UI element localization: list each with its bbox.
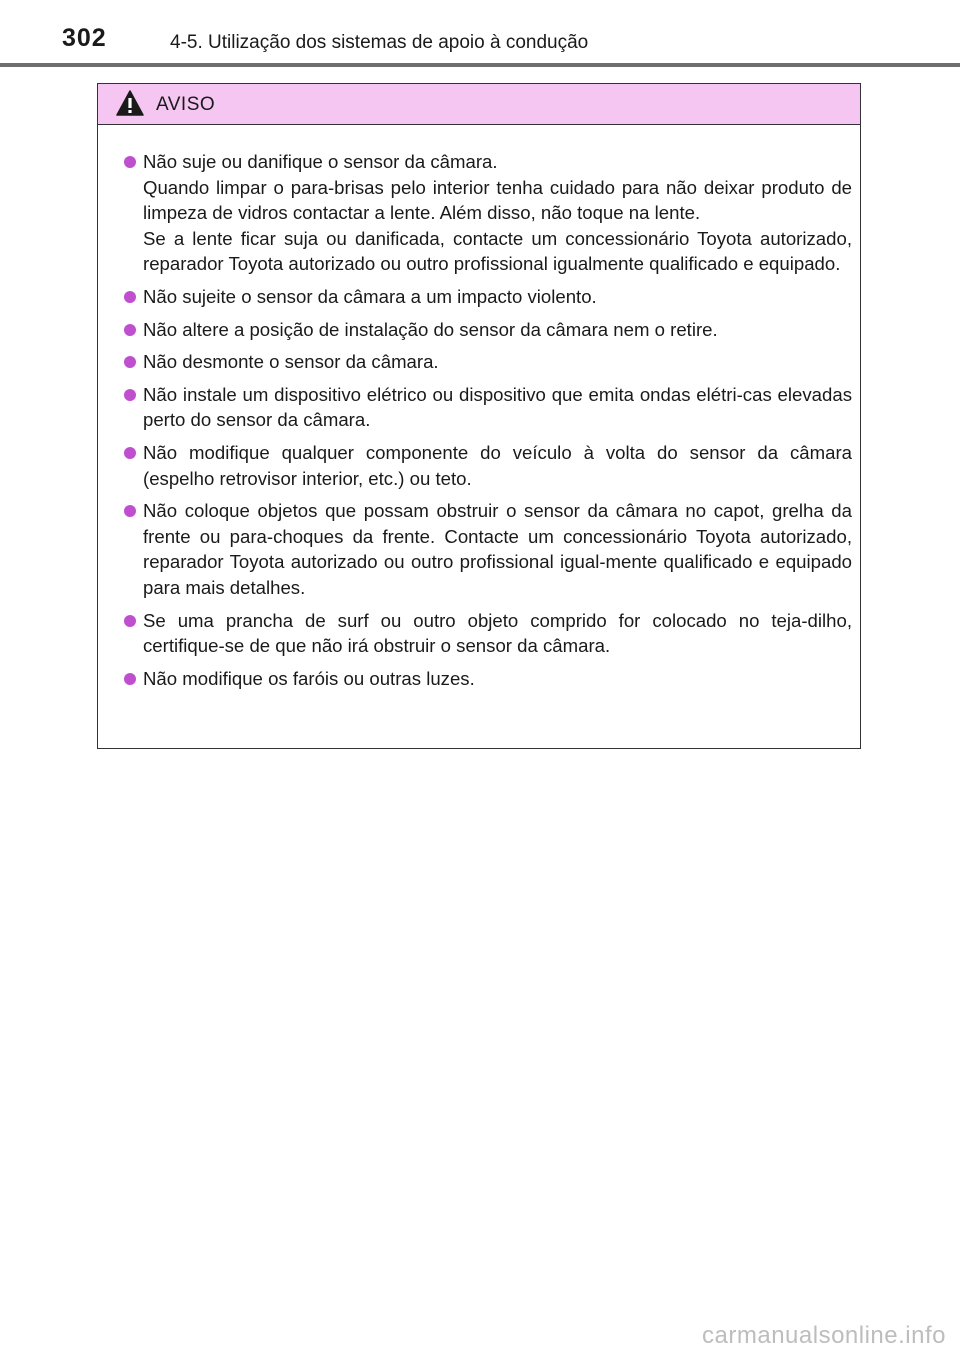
- warning-item-text: Se uma prancha de surf ou outro objeto comprido for colocado no teja-dilho, certifique-se de que não irá obstruir o sensor da câmara.: [143, 609, 852, 657]
- warning-triangle-icon: [116, 90, 144, 116]
- warning-item-text: Não coloque objetos que possam obstruir o sensor da câmara no capot, grelha da frente ou para-choques da frente. Contacte um concessionário Toyota autorizado, reparador Toyota autorizado ou outro profissional igual-mente qualificado e equipado para mais detalhes.: [143, 500, 852, 598]
- warning-list-item: [124, 498, 852, 600]
- bullet-icon: [124, 505, 136, 517]
- warning-list-item: [124, 284, 852, 310]
- warning-list-item: [124, 608, 852, 659]
- page-number: 302: [62, 24, 107, 52]
- bullet-icon: [124, 291, 136, 303]
- warning-list-item: [124, 440, 852, 491]
- warning-list-item: [124, 349, 852, 375]
- page-header: [0, 0, 960, 68]
- warning-item-text: Não modifique qualquer componente do veículo à volta do sensor da câmara (espelho retrovisor interior, etc.) ou teto.: [143, 441, 852, 489]
- header-rule: [0, 63, 960, 67]
- warning-list: [98, 125, 860, 691]
- warning-item-text: Não suje ou danifique o sensor da câmara.: [143, 151, 498, 172]
- warning-item-text: Quando limpar o para-brisas pelo interior tenha cuidado para não deixar produto de limpeza de vidros contactar a lente. Além disso, não toque na lente.: [143, 176, 852, 224]
- bullet-icon: [124, 156, 136, 168]
- warning-list-item: [124, 317, 852, 343]
- bullet-icon: [124, 389, 136, 401]
- bullet-icon: [124, 324, 136, 336]
- warning-item-text: Não altere a posição de instalação do sensor da câmara nem o retire.: [143, 318, 718, 340]
- warning-list-item: [124, 666, 852, 692]
- bullet-icon: [124, 356, 136, 368]
- warning-title: AVISO: [156, 94, 216, 115]
- warning-list-item: [124, 382, 852, 433]
- warning-item-text: Se a lente ficar suja ou danificada, contacte um concessionário Toyota autorizado, reparador Toyota autorizado ou outro profissional igualmente qualificado e equipado.: [143, 227, 852, 275]
- warning-item-text: Não instale um dispositivo elétrico ou dispositivo que emita ondas elétri-cas elevadas perto do sensor da câmara.: [143, 383, 852, 431]
- watermark: carmanualsonline.info: [702, 1322, 946, 1349]
- warning-item-text: Não modifique os faróis ou outras luzes.: [143, 667, 475, 689]
- warning-list-item: [124, 149, 852, 277]
- warning-header: [98, 84, 860, 125]
- warning-item-text: Não desmonte o sensor da câmara.: [143, 351, 439, 373]
- bullet-icon: [124, 615, 136, 627]
- warning-item-text: Não sujeite o sensor da câmara a um impacto violento.: [143, 285, 597, 307]
- bullet-icon: [124, 447, 136, 459]
- section-title: 4-5. Utilização dos sistemas de apoio à condução: [170, 32, 589, 53]
- bullet-icon: [124, 673, 136, 685]
- warning-box: [97, 83, 861, 749]
